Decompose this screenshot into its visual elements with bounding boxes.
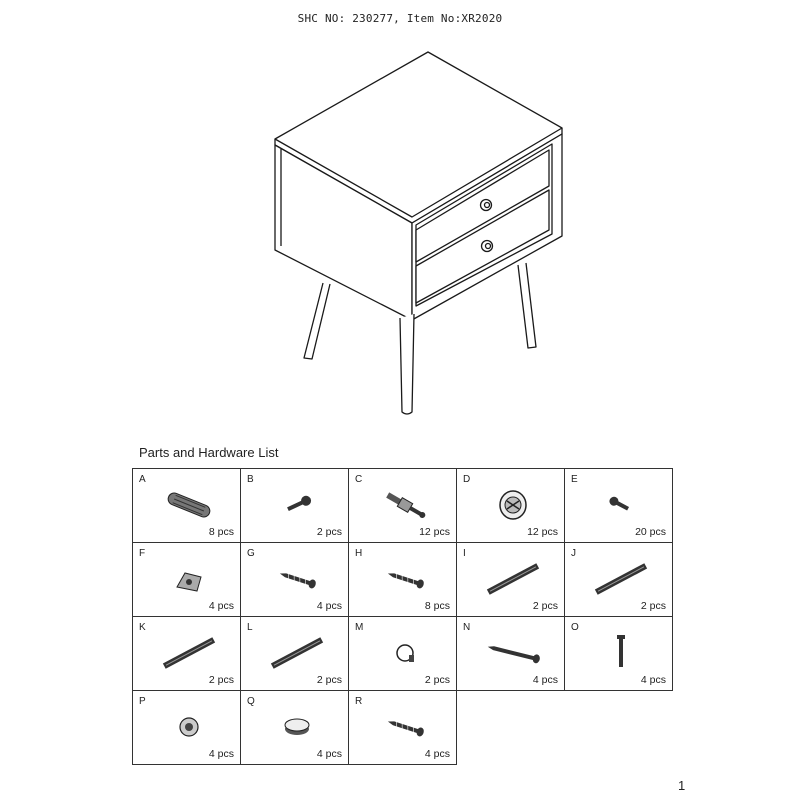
part-letter: M [355,622,364,633]
part-cell-i [457,543,565,617]
machine-bolt-icon [593,631,649,675]
part-cell-a [133,469,241,543]
cam-lock-icon [485,483,541,527]
part-cell-p [133,691,241,765]
part-letter: E [571,474,578,485]
corner-bracket-icon [161,557,217,601]
long-screw-icon [485,631,541,675]
part-quantity: 8 pcs [208,526,234,538]
part-cell-k [133,617,241,691]
parts-hardware-table [132,468,673,765]
part-quantity: 12 pcs [419,526,450,538]
part-quantity: 4 pcs [316,748,342,760]
nightstand-two-drawer-illustration [260,40,580,430]
part-letter: Q [247,696,255,707]
part-cell-o [565,617,673,691]
part-letter: A [139,474,146,485]
part-quantity: 2 pcs [316,526,342,538]
part-cell-h [349,543,457,617]
part-letter: L [247,622,253,633]
part-cell-r [349,691,457,765]
part-quantity: 2 pcs [532,600,558,612]
part-letter: D [463,474,471,485]
parts-table-row [133,543,673,617]
part-cell-q [241,691,349,765]
part-cell-l [241,617,349,691]
barrel-nut-icon [161,705,217,749]
part-cell-f [133,543,241,617]
part-quantity: 8 pcs [424,600,450,612]
part-cell-j [565,543,673,617]
felt-pad-icon [269,705,325,749]
part-letter: R [355,696,363,707]
wood-screw-icon [377,705,433,749]
part-quantity: 12 pcs [527,526,558,538]
empty-cell [565,691,673,765]
part-quantity: 4 pcs [424,748,450,760]
drawer-slide-icon [485,557,541,601]
part-quantity: 4 pcs [208,600,234,612]
part-quantity: 2 pcs [208,674,234,686]
part-letter: J [571,548,576,559]
part-letter: O [571,622,579,633]
part-letter: H [355,548,363,559]
wood-screw-icon [269,557,325,601]
part-letter: P [139,696,146,707]
part-letter: K [139,622,146,633]
parts-table-row [133,691,673,765]
wood-screw-icon [377,557,433,601]
part-letter: F [139,548,146,559]
cam-bolt-icon [377,483,433,527]
part-cell-n [457,617,565,691]
parts-table-row [133,469,673,543]
parts-list-title: Parts and Hardware List [139,445,279,460]
short-screw-icon [269,483,325,527]
part-quantity: 4 pcs [640,674,666,686]
wooden-dowel-icon [161,483,217,527]
page-header: SHC NO: 230277, Item No:XR2020 [297,12,503,25]
part-letter: B [247,474,254,485]
drawer-knob-icon [377,631,433,675]
part-letter: I [463,548,466,559]
part-quantity: 2 pcs [424,674,450,686]
drawer-slide-icon [269,631,325,675]
drawer-slide-icon [161,631,217,675]
part-quantity: 20 pcs [635,526,666,538]
part-quantity: 4 pcs [208,748,234,760]
part-cell-b [241,469,349,543]
part-letter: C [355,474,363,485]
part-cell-g [241,543,349,617]
part-cell-e [565,469,673,543]
part-cell-d [457,469,565,543]
page-number: 1 [678,778,686,793]
part-cell-c [349,469,457,543]
part-quantity: 2 pcs [316,674,342,686]
drawer-slide-icon [593,557,649,601]
part-cell-m [349,617,457,691]
parts-table-row [133,617,673,691]
part-quantity: 4 pcs [532,674,558,686]
empty-cell [457,691,565,765]
part-letter: G [247,548,255,559]
part-quantity: 4 pcs [316,600,342,612]
part-letter: N [463,622,471,633]
part-quantity: 2 pcs [640,600,666,612]
small-screw-icon [593,483,649,527]
